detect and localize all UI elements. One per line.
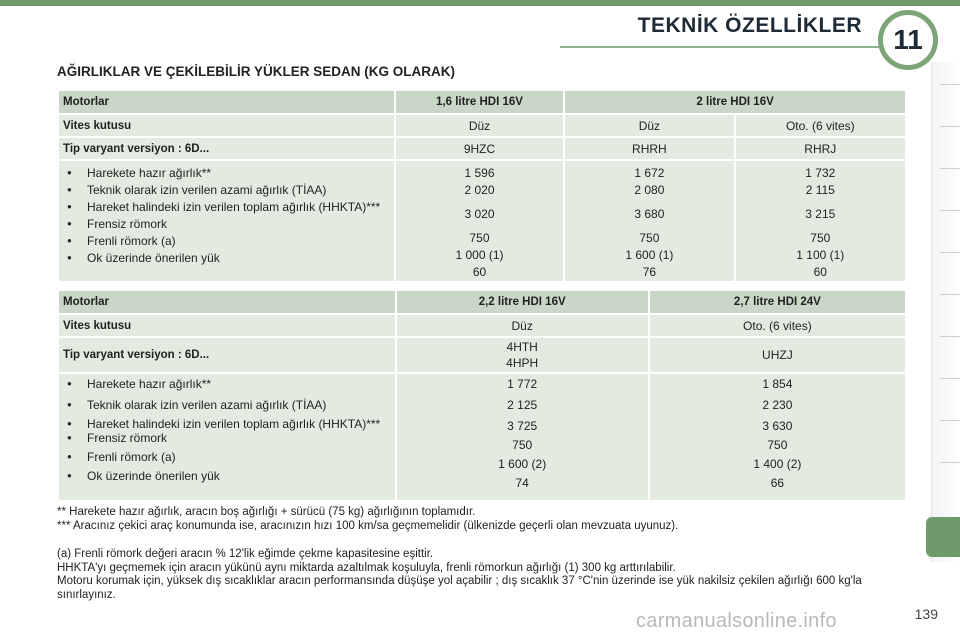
remark: HHKTA'yı geçmemek için aracın yükünü aynı miktarda azaltılmak koşuluyla, frenli römorkun ağırlığı (1) 300 kg arttırılabilir.	[57, 561, 676, 574]
footnotes	[57, 506, 917, 533]
value-column	[736, 161, 905, 281]
value: 3 630	[762, 419, 793, 433]
list-item: ● Ok üzerinde önerilen yük	[63, 469, 391, 483]
table-row	[59, 338, 905, 372]
table-row	[59, 315, 905, 336]
table-cell	[397, 338, 648, 372]
value: 3 725	[507, 419, 538, 433]
side-tick	[940, 336, 960, 337]
value: 750	[767, 438, 788, 452]
value: 1 100 (1)	[796, 248, 845, 262]
side-rail	[931, 62, 960, 562]
value: 1 854	[762, 377, 793, 391]
table-row	[59, 138, 905, 159]
table-cell: Düz	[565, 115, 733, 136]
table-cell: Oto. (6 vites)	[736, 115, 905, 136]
weights-table-1	[57, 89, 907, 283]
value: 60	[813, 265, 827, 279]
value-column	[650, 374, 905, 500]
value-column	[565, 161, 733, 281]
table-cell: Düz	[396, 115, 563, 136]
item-list	[63, 166, 390, 265]
chapter-tab[interactable]	[926, 517, 960, 557]
table-cell: UHZJ	[650, 338, 905, 372]
side-tick	[940, 294, 960, 295]
header-bar	[0, 0, 960, 6]
row-header: Tip varyant versiyon : 6D...	[59, 338, 395, 372]
row-header: Vites kutusu	[59, 315, 395, 336]
value-column	[397, 374, 648, 500]
table-cell: RHRH	[565, 138, 733, 159]
value: 2 230	[762, 398, 793, 412]
section-title: AĞIRLIKLAR VE ÇEKİLEBİLİR YÜKLER SEDAN (KG OLARAK)	[57, 64, 456, 79]
header-divider	[560, 46, 890, 48]
list-item: ● Frenli römork (a)	[63, 450, 391, 464]
value: 74	[515, 476, 529, 490]
side-tick	[940, 168, 960, 169]
footnote: ** Harekete hazır ağırlık, aracın boş ağırlığı + sürücü (75 kg) ağırlığının toplamıdır.	[57, 506, 476, 518]
value: 2 020	[464, 183, 495, 197]
value: 66	[770, 476, 785, 490]
value: 1 600 (2)	[498, 457, 547, 471]
item-list-cell	[59, 374, 395, 500]
item-list-cell	[59, 161, 394, 281]
list-item: ● Teknik olarak izin verilen azami ağırlık (TİAA)	[63, 398, 391, 412]
table-row	[59, 374, 905, 500]
remark: Motoru korumak için, yüksek dış sıcaklıklar aracın performansında düşüşe yol açabilir ; dış sıcaklık 37 °C'nin üzerinde ise yük nakilsiz çekilen ağırlığı 600 kg'la sınırlayınız.	[57, 575, 862, 601]
table-cell: Oto. (6 vites)	[650, 315, 905, 336]
list-item: ● Harekete hazır ağırlık**	[63, 377, 391, 391]
table-cell: Düz	[397, 315, 648, 336]
page-number: 139	[914, 606, 938, 622]
table-cell: RHRJ	[736, 138, 905, 159]
value: 2 080	[634, 183, 665, 197]
engine-header: 2,2 litre HDI 16V	[397, 291, 648, 313]
value: 750	[810, 231, 831, 245]
row-header: Motorlar	[59, 291, 395, 313]
weights-table-2	[57, 289, 907, 502]
value: 3 680	[634, 207, 665, 221]
list-item: ● Frensiz römork	[63, 431, 391, 445]
list-item: ● Hareket halindeki izin verilen toplam ağırlık (HHKTA)***	[63, 200, 390, 214]
chapter-number: 11	[893, 24, 923, 55]
list-item: ● Hareket halindeki izin verilen toplam ağırlık (HHKTA)***	[63, 417, 391, 431]
list-item: ● Frenli römork (a)	[63, 234, 390, 248]
value: 1 400 (2)	[753, 457, 802, 471]
footnote: *** Aracınız çekici araç konumunda ise, aracınızın hızı 100 km/sa geçmemelidir (ülkenizde geçerli olan mevzuata uyunuz).	[57, 519, 679, 532]
side-tick	[940, 210, 960, 211]
row-header: Vites kutusu	[59, 115, 394, 136]
value: 2 115	[805, 183, 835, 197]
type-code: 4HTH	[506, 340, 538, 354]
item-list	[63, 377, 391, 483]
engine-header: 2,7 litre HDI 24V	[650, 291, 905, 313]
engine-header: 1,6 litre HDI 16V	[396, 91, 563, 113]
side-tick	[940, 420, 960, 421]
watermark: carmanualsonline.info	[636, 610, 837, 632]
value: 1 732	[805, 166, 836, 180]
side-tick	[940, 378, 960, 379]
list-item: ● Teknik olarak izin verilen azami ağırlık (TİAA)	[63, 183, 390, 197]
remark: (a) Frenli römork değeri aracın % 12'lik eğimde çekme kapasitesine eşittir.	[57, 548, 434, 560]
chapter-badge	[878, 10, 938, 70]
value: 76	[642, 265, 657, 279]
value: 1 600 (1)	[625, 248, 674, 262]
value: 1 672	[634, 166, 665, 180]
remarks	[57, 548, 917, 602]
side-tick	[940, 126, 960, 127]
value: 1 596	[464, 166, 495, 180]
side-tick	[940, 252, 960, 253]
engine-header: 2 litre HDI 16V	[565, 91, 905, 113]
value: 3 215	[805, 207, 836, 221]
value: 1 772	[507, 377, 538, 391]
value: 750	[512, 438, 533, 452]
side-tick	[940, 84, 960, 85]
table-row	[59, 291, 905, 313]
page-title: TEKNİK ÖZELLİKLER	[637, 14, 862, 37]
table-row	[59, 161, 905, 281]
value-column	[396, 161, 563, 281]
row-header: Tip varyant versiyon : 6D...	[59, 138, 394, 159]
table-row	[59, 91, 905, 113]
value: 1 000 (1)	[455, 248, 504, 262]
table-row	[59, 115, 905, 136]
side-tick	[940, 462, 960, 463]
row-header: Motorlar	[59, 91, 394, 113]
list-item: ● Ok üzerinde önerilen yük	[63, 251, 390, 265]
value: 750	[469, 231, 490, 245]
list-item: ● Frensiz römork	[63, 217, 390, 231]
value: 2 125	[507, 398, 538, 412]
value: 3 020	[464, 207, 495, 221]
value: 60	[472, 265, 487, 279]
list-item: ● Harekete hazır ağırlık**	[63, 166, 390, 180]
value: 750	[639, 231, 660, 245]
type-code: 4HPH	[506, 356, 539, 370]
table-cell: 9HZC	[396, 138, 563, 159]
